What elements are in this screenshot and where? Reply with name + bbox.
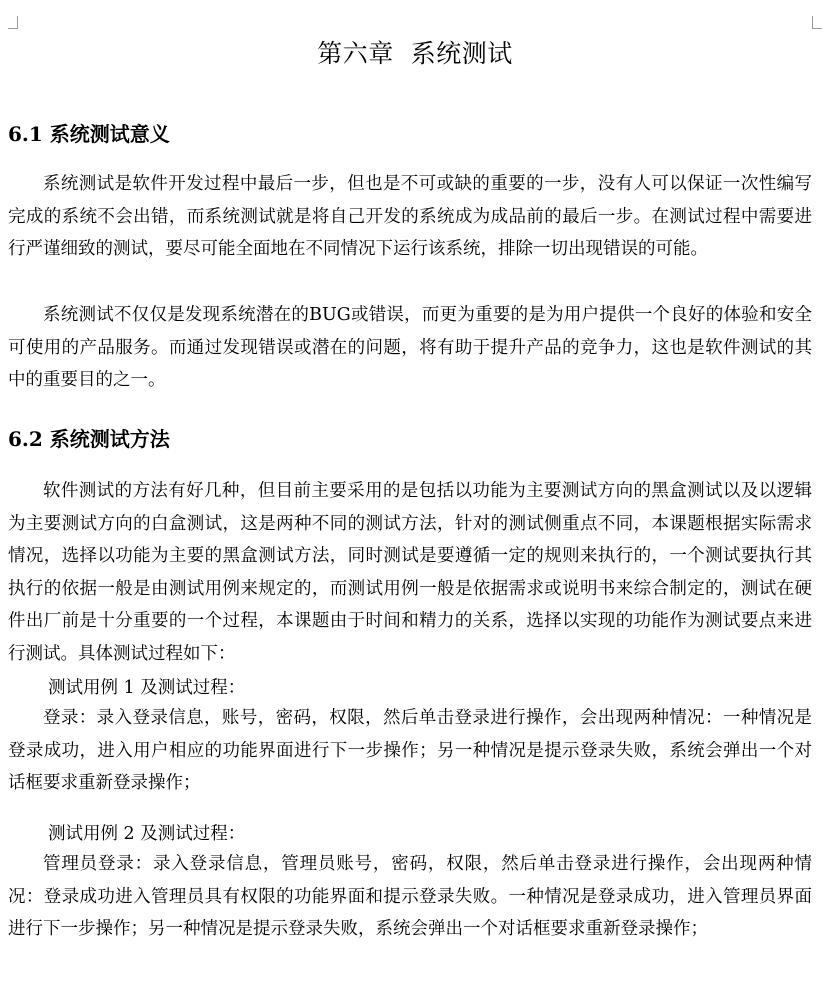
section-heading-6-1: 6.1 系统测试意义 (8, 122, 170, 146)
paragraph-6-1-2: 系统测试不仅仅是发现系统潜在的BUG或错误，而更为重要的是为用户提供一个良好的体验和安全可使用的产品服务。而通过发现错误或潜在的问题，将有助于提升产品的竞争力，这也是软件测试的其中的重要目的之一。 (8, 305, 812, 391)
page-corner-mark-top-right (812, 16, 822, 29)
test-case-2-text: 管理员登录：录入登录信息，管理员账号，密码，权限，然后单击登录进行操作，会出现两种情况：登录成功进入管理员具有权限的功能界面和提示登录失败。一种情况是登录成功，进入管理员界面进行下一步操作；另一种情况是提示登录失败，系统会弹出一个对话框要求重新登录操作； (8, 854, 812, 940)
paragraph-6-2-1: 软件测试的方法有好几种，但目前主要采用的是包括以功能为主要测试方向的黑盒测试以及以逻辑为主要测试方向的白盒测试，这是两种不同的测试方法，针对的测试侧重点不同，本课题根据实际需求情况，选择以功能为主要的黑盒测试方法，同时测试是要遵循一定的规则来执行的，一个测试要执行其执行的依据一般是由测试用例来规定的，而测试用例一般是依据需求或说明书来综合制定的，测试在硬件出厂前是十分重要的一个过程，本课题由于时间和精力的关系，选择以实现的功能作为测试要点来进行测试。具体测试过程如下： (8, 481, 812, 664)
section-heading-6-2: 6.2 系统测试方法 (8, 427, 170, 451)
chapter-title: 第六章 系统测试 (317, 39, 513, 68)
test-case-2-title: 测试用例 2 及测试过程： (48, 824, 246, 844)
test-case-1-title: 测试用例 1 及测试过程： (48, 678, 246, 698)
page-corner-mark-top-left (8, 16, 18, 29)
test-case-1-text: 登录：录入登录信息，账号，密码，权限，然后单击登录进行操作，会出现两种情况：一种情况是登录成功，进入用户相应的功能界面进行下一步操作；另一种情况是提示登录失败，系统会弹出一个对话框要求重新登录操作； (8, 708, 812, 794)
paragraph-6-1-1: 系统测试是软件开发过程中最后一步，但也是不可或缺的重要的一步，没有人可以保证一次性编写完成的系统不会出错，而系统测试就是将自己开发的系统成为成品前的最后一步。在测试过程中需要进行严谨细致的测试，要尽可能全面地在不同情况下运行该系统，排除一切出现错误的可能。 (8, 174, 812, 260)
